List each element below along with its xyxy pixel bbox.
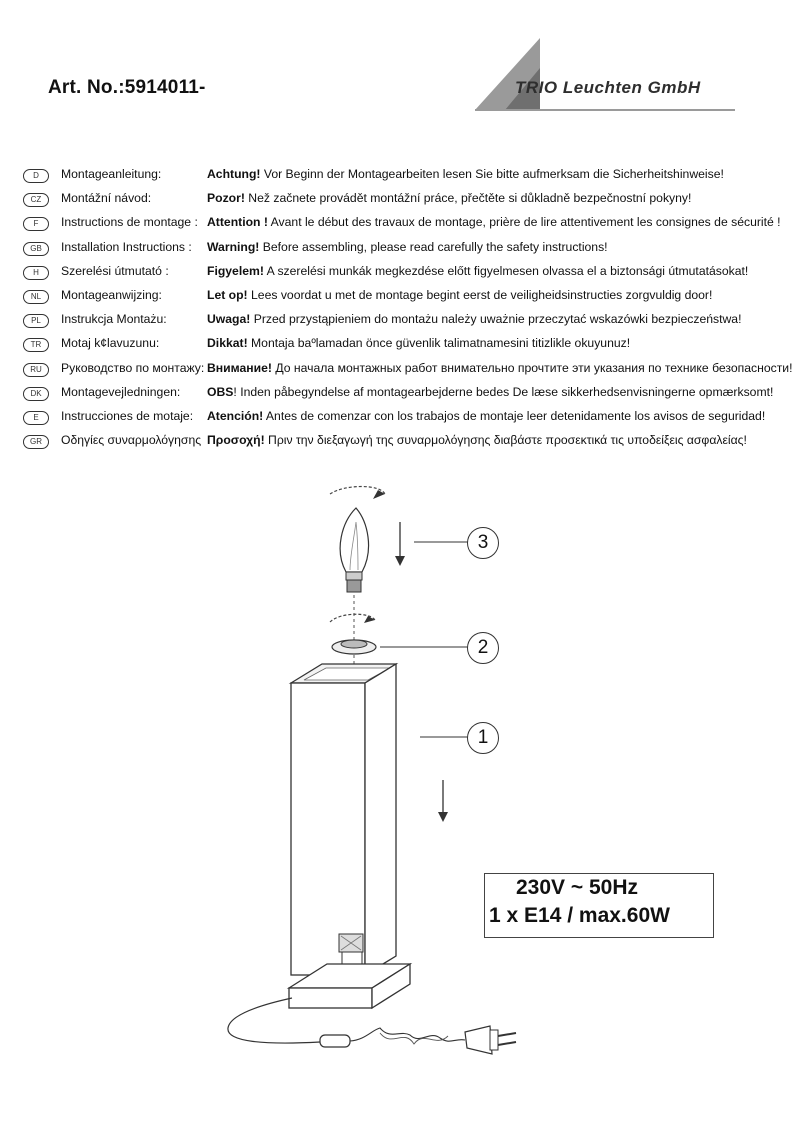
- language-code-badge: RU: [23, 363, 49, 377]
- language-code-badge: PL: [23, 314, 49, 328]
- safety-warning: [207, 385, 773, 399]
- warning-label: OBS: [207, 384, 234, 399]
- part-number-2: 2: [467, 632, 499, 664]
- language-name: Οδηγίες συναρμολόγησης: [61, 433, 202, 448]
- language-row: [0, 311, 802, 335]
- warning-label: Pozor!: [207, 191, 245, 206]
- language-name: Montageanwijzing:: [61, 288, 162, 302]
- part-number-1: 1: [467, 722, 499, 754]
- safety-warning: [207, 240, 608, 254]
- language-code-badge: DK: [23, 387, 49, 401]
- warning-text: ! Inden påbegyndelse af montagearbejderne bedes De læse sikkerhedsenvisningerne opmærksomt!: [233, 384, 774, 399]
- language-code-badge: TR: [23, 338, 49, 352]
- safety-warning: [207, 312, 741, 326]
- language-code-badge: CZ: [23, 193, 49, 207]
- safety-warning: [207, 191, 691, 205]
- language-name: Installation Instructions :: [61, 239, 192, 254]
- warning-label: Uwaga!: [207, 312, 251, 327]
- language-row: [0, 287, 802, 311]
- language-row: [0, 190, 802, 214]
- language-code-badge: F: [23, 217, 49, 231]
- warning-text: Lees voordat u met de montage begint eerst de veiligheidsinstructies zorgvuldig door!: [247, 288, 713, 302]
- safety-warning: [207, 361, 793, 375]
- language-name: Instrukcja Montażu:: [61, 312, 167, 327]
- bulb-icon: [340, 508, 368, 572]
- plug-icon: [465, 1026, 492, 1054]
- language-name: Instrucciones de motaje:: [61, 409, 194, 423]
- warning-label: Προσοχή!: [207, 433, 265, 448]
- part-number-3: 3: [467, 527, 499, 559]
- warning-text: Avant le début des travaux de montage, prière de lire attentivement les consignes de sécurité !: [267, 215, 781, 230]
- warning-text: Πριν την διεξαγωγή της συναρμολόγησης διαβάστε προσεκτικά τις υποδείξεις ασφαλείας!: [264, 433, 747, 448]
- base-front: [289, 988, 372, 1008]
- language-name: Instructions de montage :: [61, 215, 198, 230]
- language-row: [0, 263, 802, 287]
- language-row: [0, 335, 802, 359]
- shade-box-side: [365, 664, 396, 975]
- warning-text: До начала монтажных работ внимательно прочтите эти указания по технике безопасности!: [271, 360, 793, 375]
- warning-text: Montaja baºlamadan önce güvenlik talimatnamesini titizlikle okuyunuz!: [247, 336, 631, 351]
- warning-label: Warning!: [207, 239, 260, 254]
- warning-text: A szerelési munkák megkezdése előtt figyelmesen olvassa el a biztonsági útmutatásokat!: [263, 263, 749, 278]
- safety-warning: [207, 288, 712, 302]
- safety-warning: [207, 336, 630, 350]
- bulb-base: [346, 572, 362, 580]
- warning-text: Vor Beginn der Montagearbeiten lesen Sie bitte aufmerksam die Sicherheitshinweise!: [260, 167, 724, 181]
- warning-label: Achtung!: [207, 167, 261, 181]
- safety-warning: [207, 409, 765, 423]
- language-code-badge: D: [23, 169, 49, 183]
- warning-label: Let op!: [207, 288, 248, 302]
- safety-warning: [207, 215, 781, 229]
- language-row: [0, 239, 802, 263]
- language-code-badge: NL: [23, 290, 49, 304]
- language-row: [0, 432, 802, 456]
- language-code-badge: GR: [23, 435, 49, 449]
- language-name: Motaj k¢lavuzunu:: [61, 336, 160, 351]
- language-name: Руководство по монтажу:: [61, 360, 205, 375]
- company-name: TRIO Leuchten GmbH: [515, 78, 701, 97]
- language-row: [0, 166, 802, 190]
- warning-text: Než začnete provádět montážní práce, přečtěte si důkladně bezpečnostní pokyny!: [244, 191, 692, 206]
- article-number: Art. No.:5914011-: [48, 77, 206, 98]
- warning-label: Attention !: [207, 215, 268, 230]
- down-arrow-icon-2: [438, 812, 448, 822]
- language-code-badge: E: [23, 411, 49, 425]
- language-name: Montageanleitung:: [61, 167, 162, 181]
- warning-label: Figyelem!: [207, 263, 264, 278]
- language-code-badge: H: [23, 266, 49, 280]
- language-name: Szerelési útmutató :: [61, 263, 169, 278]
- language-name: Montážní návod:: [61, 191, 152, 206]
- safety-warning: [207, 264, 748, 278]
- trio-logo: [475, 38, 735, 113]
- down-arrow-icon: [395, 556, 405, 566]
- inline-switch: [320, 1035, 350, 1047]
- language-row: [0, 384, 802, 408]
- warning-label: Dikkat!: [207, 336, 248, 351]
- warning-text: Before assembling, please read carefully the safety instructions!: [259, 239, 608, 254]
- safety-warning: [207, 167, 724, 181]
- language-code-badge: GB: [23, 242, 49, 256]
- warning-text: Przed przystąpieniem do montażu należy uważnie przeczytać wskazówki bezpieczeństwa!: [250, 312, 742, 327]
- safety-warning: [207, 433, 747, 447]
- spec-voltage: 230V ~ 50Hz: [516, 876, 639, 899]
- warning-label: Внимание!: [207, 360, 272, 375]
- language-row: [0, 360, 802, 384]
- assembly-diagram: [0, 470, 802, 1090]
- language-row: [0, 214, 802, 238]
- spec-bulb: 1 x E14 / max.60W: [489, 904, 670, 927]
- shade-box-front: [291, 683, 365, 975]
- warning-label: Atención!: [207, 409, 264, 423]
- language-name: Montagevejledningen:: [61, 384, 181, 399]
- warning-text: Antes de comenzar con los trabajos de montaje leer detenidamente los avisos de seguridad!: [263, 409, 766, 423]
- language-row: [0, 408, 802, 432]
